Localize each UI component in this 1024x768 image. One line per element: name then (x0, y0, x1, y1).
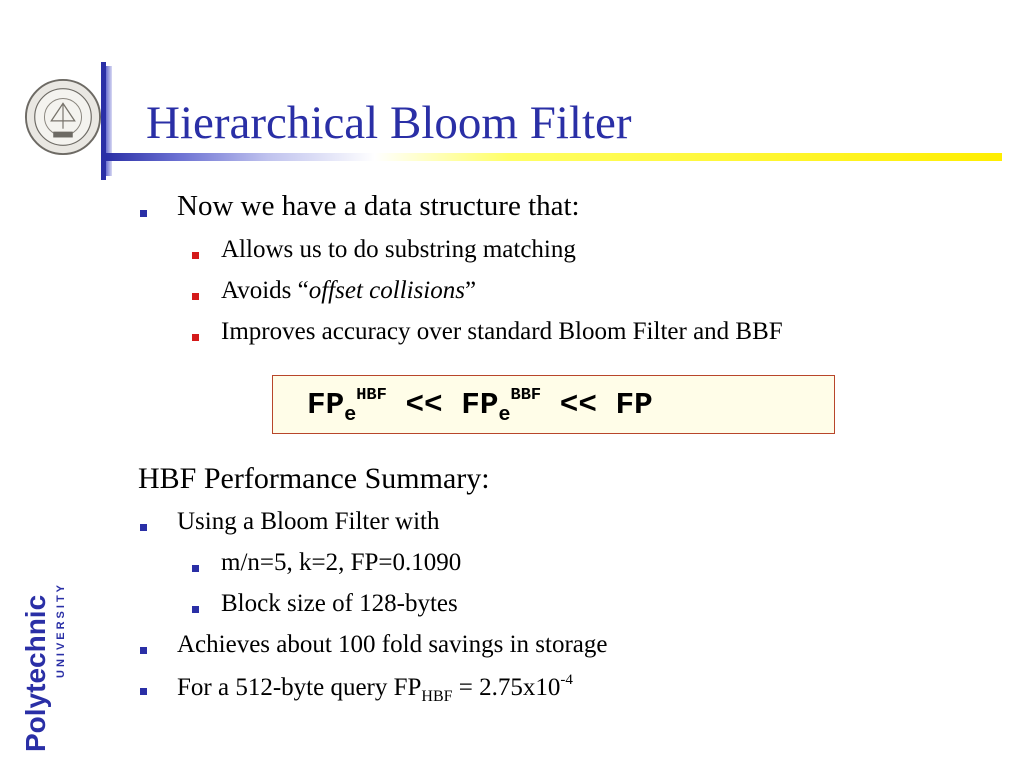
formula-fp: FP (615, 388, 653, 423)
formula-fp: FP (307, 388, 345, 423)
summary-heading: HBF Performance Summary: (138, 462, 490, 495)
logo-subword: UNIVERSITY (55, 581, 67, 678)
title-underline-bar (106, 153, 1002, 161)
bullet-using: Using a Bloom Filter with (177, 508, 440, 535)
formula-sup: BBF (510, 386, 542, 405)
slide-title: Hierarchical Bloom Filter (146, 97, 632, 149)
bullet-offset-collisions (221, 277, 476, 305)
bullet-block-size: Block size of 128-bytes (221, 590, 458, 617)
formula-sub: e (344, 404, 357, 427)
bullet-query (177, 672, 573, 706)
formula-sup: HBF (356, 386, 387, 405)
formula-operator: << (541, 388, 616, 423)
bullet-square-icon (192, 565, 199, 572)
bullet-square-icon (192, 293, 199, 300)
logo-wordmark: Polytechnic (20, 594, 51, 752)
bullet-square-icon (192, 252, 199, 259)
bullet-text: ” (464, 277, 477, 304)
university-seal-logo (24, 78, 102, 156)
formula-operator: << (386, 388, 462, 423)
bullet-square-icon (140, 688, 147, 695)
bullet-params: m/n=5, k=2, FP=0.1090 (221, 549, 462, 576)
formula-box (272, 375, 835, 434)
query-prefix: For a 512-byte query FP (177, 674, 422, 701)
formula-sub: e (498, 404, 511, 427)
formula-fp: FP (461, 388, 499, 423)
polytechnic-logo (20, 556, 70, 752)
bullet-substring-matching: Allows us to do substring matching (221, 236, 576, 263)
bullet-text: Avoids “ (221, 277, 309, 304)
emphasis-text: offset collisions (308, 277, 465, 304)
bullet-square-icon (192, 334, 199, 341)
formula-text (307, 386, 653, 427)
bullet-square-icon (140, 210, 147, 217)
bullet-square-icon (192, 606, 199, 613)
query-exponent: -4 (560, 672, 573, 688)
bullet-accuracy: Improves accuracy over standard Bloom Filter and BBF (221, 318, 783, 345)
bullet-square-icon (140, 647, 147, 654)
bullet-savings: Achieves about 100 fold savings in storage (177, 631, 608, 658)
query-value: = 2.75x10 (452, 674, 561, 701)
bullet-square-icon (140, 524, 147, 531)
bullet-lead: Now we have a data structure that: (177, 190, 580, 222)
query-subscript: HBF (421, 688, 453, 705)
